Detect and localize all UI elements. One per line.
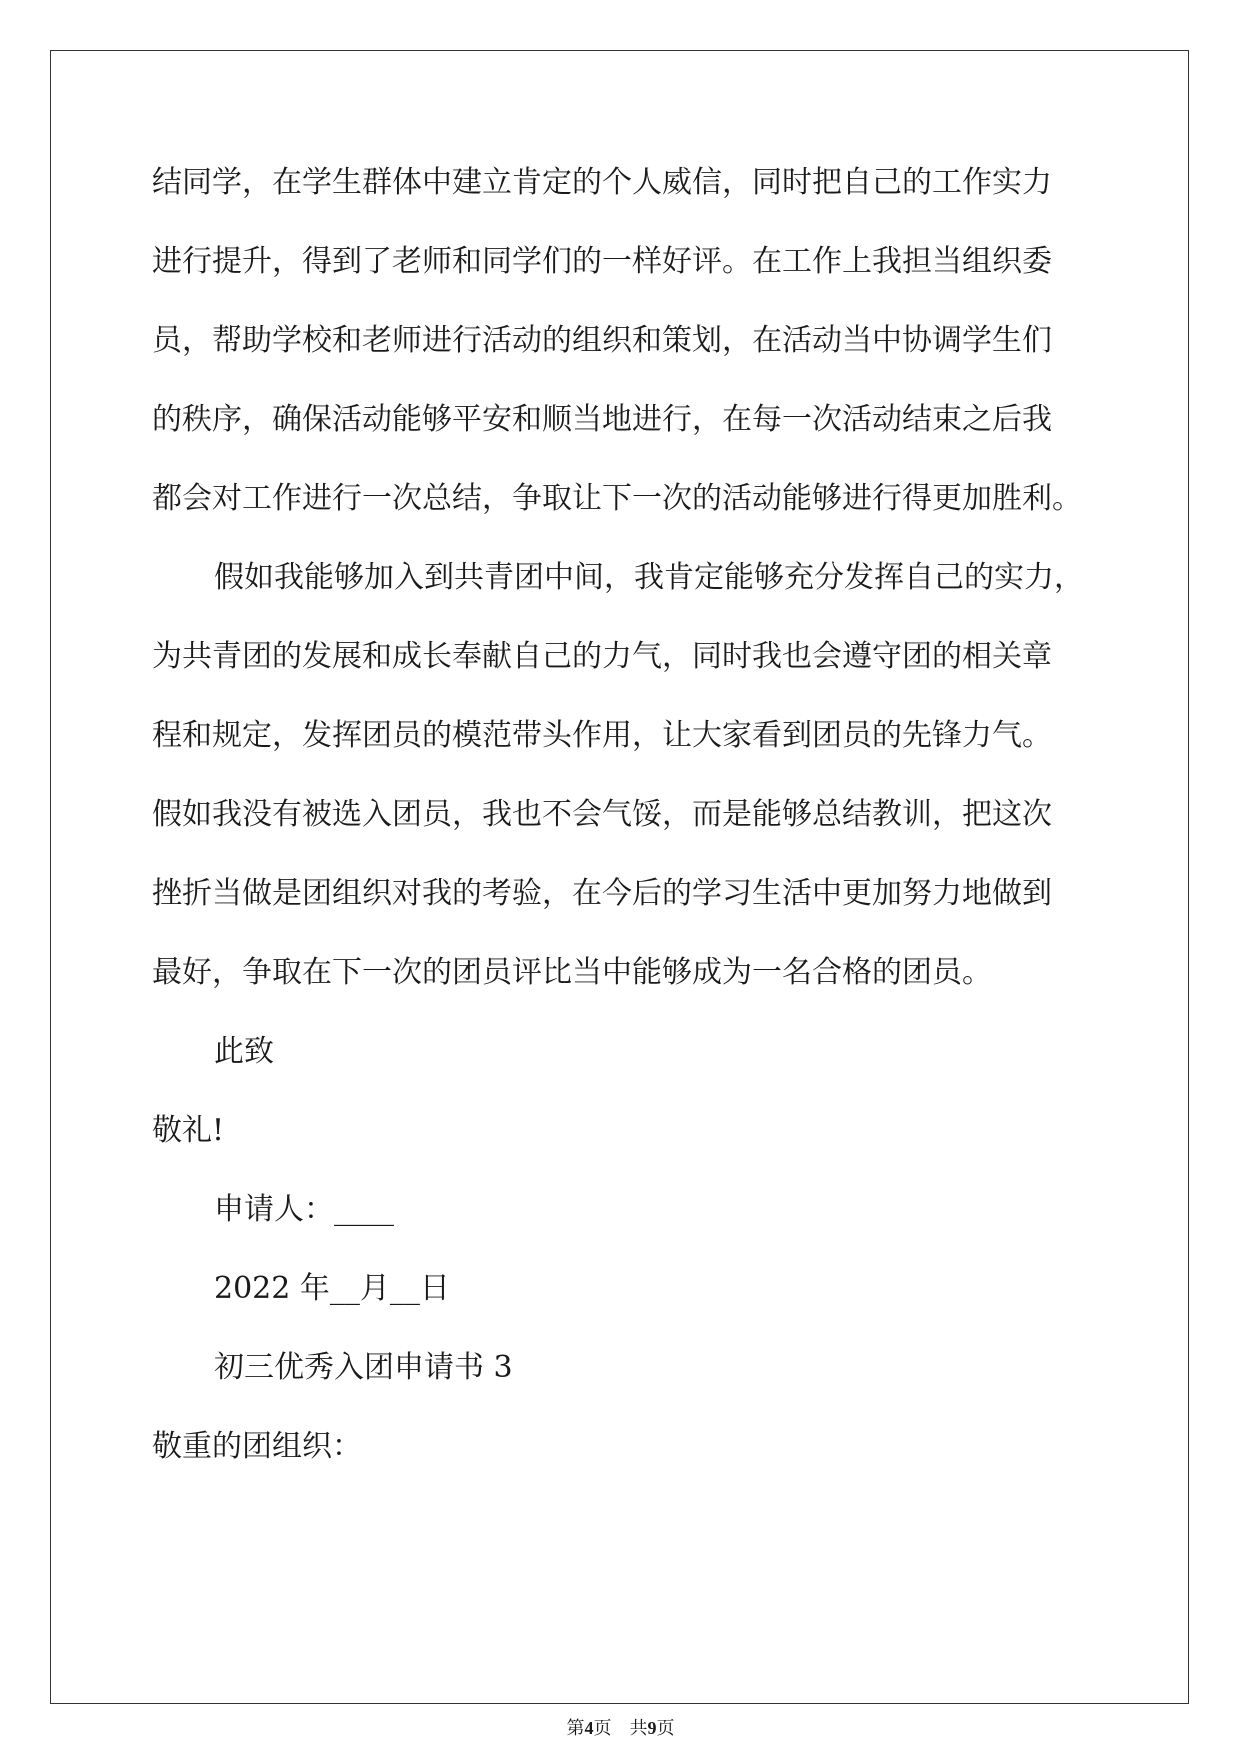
- text-line-7: 为共青团的发展和成长奉献自己的力气，同时我也会遵守团的相关章: [152, 639, 1052, 674]
- text-line-4: 的秩序，确保活动能够平安和顺当地进行，在每一次活动结束之后我: [152, 402, 1052, 437]
- salutation-regards: 敬礼!: [152, 1113, 225, 1148]
- section-title: 初三优秀入团申请书 3: [214, 1350, 513, 1385]
- text-line-8: 程和规定，发挥团员的模范带头作用，让大家看到团员的先锋力气。: [152, 718, 1052, 753]
- text-line-6: 假如我能够加入到共青团中间，我肯定能够充分发挥自己的实力，: [214, 560, 1084, 595]
- text-line-3: 员，帮助学校和老师进行活动的组织和策划，在活动当中协调学生们: [152, 323, 1052, 358]
- salutation-closing: 此致: [214, 1034, 274, 1069]
- greeting-line: 敬重的团组织：: [152, 1429, 362, 1464]
- applicant-line: 申请人：____: [214, 1192, 394, 1227]
- footer-middle: 页 共: [593, 1718, 648, 1739]
- total-pages-number: 9: [647, 1718, 657, 1738]
- date-line: 2022 年__月__日: [214, 1271, 450, 1306]
- footer-suffix: 页: [656, 1718, 675, 1739]
- document-body: [152, 160, 1092, 1503]
- text-line-11: 最好，争取在下一次的团员评比当中能够成为一名合格的团员。: [152, 955, 992, 990]
- text-line-5: 都会对工作进行一次总结，争取让下一次的活动能够进行得更加胜利。: [152, 481, 1082, 516]
- text-line-10: 挫折当做是团组织对我的考验，在今后的学习生活中更加努力地做到: [152, 876, 1052, 911]
- footer-prefix: 第: [566, 1718, 585, 1739]
- text-line-1: 结同学，在学生群体中建立肯定的个人威信，同时把自己的工作实力: [152, 165, 1052, 200]
- text-line-2: 进行提升，得到了老师和同学们的一样好评。在工作上我担当组织委: [152, 244, 1052, 279]
- text-line-9: 假如我没有被选入团员，我也不会气馁，而是能够总结教训，把这次: [152, 797, 1052, 832]
- page-footer: [0, 1717, 1241, 1740]
- current-page-number: 4: [584, 1718, 594, 1738]
